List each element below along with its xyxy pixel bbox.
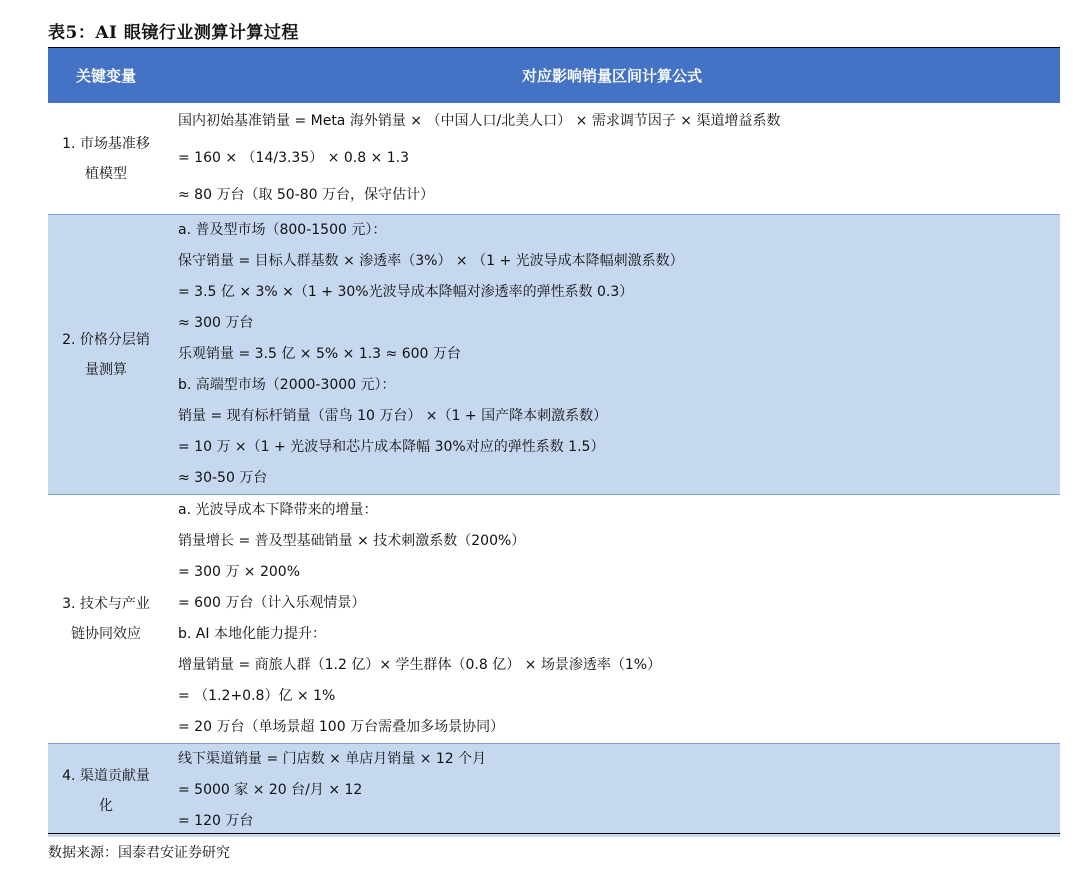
key-variable-cell — [48, 495, 164, 743]
table-row — [48, 215, 1060, 494]
table-row — [48, 495, 1060, 743]
formula-line: = 120 万台 — [178, 813, 254, 829]
formula-line: = 5000 家 × 20 台/月 × 12 — [178, 782, 363, 798]
formula-line: 保守销量 = 目标人群基数 × 渗透率（3%） × （1 + 光波导成本降幅刺激系数） — [178, 253, 684, 269]
formula-line: ≈ 300 万台 — [178, 315, 254, 331]
formula-line: = 300 万 × 200% — [178, 564, 301, 580]
formula-line: ≈ 30-50 万台 — [178, 470, 268, 486]
formula-line: a. 光波导成本下降带来的增量： — [178, 502, 378, 518]
table-body — [48, 103, 1060, 837]
header-formula: 对应影响销量区间计算公式 — [521, 67, 702, 85]
formula-line: 增量销量 = 商旅人群（1.2 亿）× 学生群体（0.8 亿） × 场景渗透率（1%） — [178, 657, 662, 673]
formula-line: = 160 × （14/3.35） × 0.8 × 1.3 — [178, 150, 410, 166]
table-caption: 表5：AI 眼镜行业测算计算过程 — [48, 23, 299, 43]
formula-line: b. AI 本地化能力提升： — [178, 626, 326, 642]
formula-line: 线下渠道销量 = 门店数 × 单店月销量 × 12 个月 — [178, 751, 487, 767]
formula-line: = （1.2+0.8）亿 × 1% — [178, 688, 336, 704]
table-header — [48, 48, 1060, 103]
calculation-table — [48, 48, 1060, 837]
formula-line: 销量增长 = 普及型基础销量 × 技术刺激系数（200%） — [178, 533, 526, 549]
key-variable-label: 2. 价格分层销量测算 — [62, 331, 150, 378]
formula-cell — [164, 215, 1060, 494]
data-source: 数据来源：国泰君安证券研究 — [48, 845, 230, 861]
formula-line: b. 高端型市场（2000-3000 元）： — [178, 377, 396, 393]
formula-line: 销量 = 现有标杆销量（雷鸟 10 万台） ×（1 + 国产降本刺激系数） — [178, 408, 608, 424]
key-variable-cell — [48, 103, 164, 214]
key-variable-cell — [48, 744, 164, 837]
formula-cell — [164, 744, 1060, 837]
formula-line: 国内初始基准销量 = Meta 海外销量 × （中国人口/北美人口） × 需求调节因子 × 渠道增益系数 — [178, 113, 781, 129]
formula-line: = 600 万台（计入乐观情景） — [178, 595, 366, 611]
table-row — [48, 103, 1060, 214]
formula-line: = 3.5 亿 × 3% ×（1 + 30%光波导成本降幅对渗透率的弹性系数 0.3） — [178, 284, 634, 300]
formula-line: 乐观销量 = 3.5 亿 × 5% × 1.3 ≈ 600 万台 — [178, 346, 461, 362]
bottom-rule — [48, 833, 1060, 834]
formula-cell — [164, 495, 1060, 743]
formula-line: = 10 万 ×（1 + 光波导和芯片成本降幅 30%对应的弹性系数 1.5） — [178, 439, 605, 455]
key-variable-label: 3. 技术与产业链协同效应 — [62, 596, 150, 642]
header-key-variable: 关键变量 — [75, 67, 136, 85]
table-row — [48, 744, 1060, 837]
formula-cell — [164, 103, 1060, 214]
key-variable-cell — [48, 215, 164, 494]
formula-line: ≈ 80 万台（取 50-80 万台，保守估计） — [178, 187, 435, 203]
formula-line: = 20 万台（单场景超 100 万台需叠加多场景协同） — [178, 719, 505, 735]
key-variable-label: 1. 市场基准移植模型 — [62, 135, 150, 182]
formula-line: a. 普及型市场（800-1500 元）： — [178, 222, 387, 238]
key-variable-label: 4. 渠道贡献量化 — [62, 767, 150, 814]
